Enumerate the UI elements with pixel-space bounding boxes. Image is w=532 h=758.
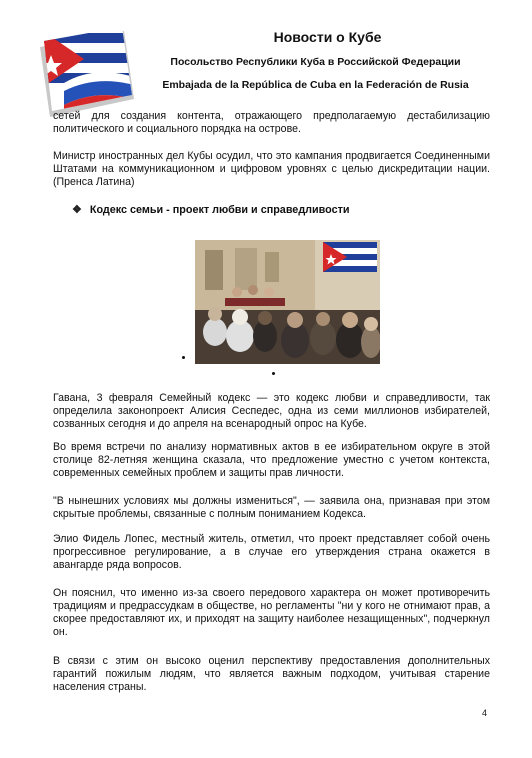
diamond-bullet-icon: ❖ — [72, 204, 82, 216]
bullet-dot — [272, 372, 275, 375]
paragraph: Он пояснил, что именно из-за своего передового характера он может противоречить традициям и предрассудкам в обществе, но регламенты "ни у кого не отнимают прав, а скорее предоставляют их, и приходят на защиту наиболее незащищенных", подчеркнул он. — [53, 587, 490, 638]
bullet-dot — [182, 356, 185, 359]
page-number: 4 — [482, 708, 488, 718]
newsletter-title: Новости о Кубе — [273, 29, 382, 45]
embassy-name-es: Embajada de la República de Cuba en la Federación de Rusia — [162, 79, 469, 91]
paragraph: "В нынешних условиях мы должны измениться", — заявила она, признавая при этом скрытые проблемы, связанные с полным пониманием Кодекса. — [53, 495, 490, 520]
paragraph: Элио Фидель Лопес, местный житель, отметил, что проект представляет собой очень прогрессивное регулирование, а в случае его утверждения страна окажется в авангарде ряда вопросов. — [53, 533, 490, 571]
paragraph: Во время встречи по анализу нормативных актов в ее избирательном округе в этой столице 82-летняя женщина сказала, что предложение уместно с учетом контекста, современных семейных проблем и защиты прав личности. — [53, 441, 490, 479]
paragraph: В связи с этим он высоко оценил перспективу предоставления дополнительных гарантий пожилым людям, что является важным подходом, учитывая старение населения страны. — [53, 655, 490, 693]
section-heading-text: Кодекс семьи - проект любви и справедливости — [89, 204, 350, 216]
paragraph: Министр иностранных дел Кубы осудил, что это кампания продвигается Соединенными Штатами на коммуникационном и цифровом уровнях с целью дискредитации нации. (Пренса Латина) — [53, 150, 490, 188]
embassy-name-ru: Посольство Республики Куба в Российской Федерации — [170, 56, 461, 68]
paragraph: Гавана, 3 февраля Семейный кодекс — это кодекс любви и справедливости, так определила законопроект Алисия Сеспедес, одна из семи миллионов избирателей, созванных сегодня и до апреля на всенародный опрос на Кубе. — [53, 392, 490, 430]
paragraph: сетей для создания контента, отражающего предполагаемую дестабилизацию политического и социального порядка на острове. — [53, 110, 490, 135]
meeting-photo-icon — [195, 240, 380, 364]
document-header — [118, 28, 513, 92]
section-heading — [72, 204, 350, 217]
